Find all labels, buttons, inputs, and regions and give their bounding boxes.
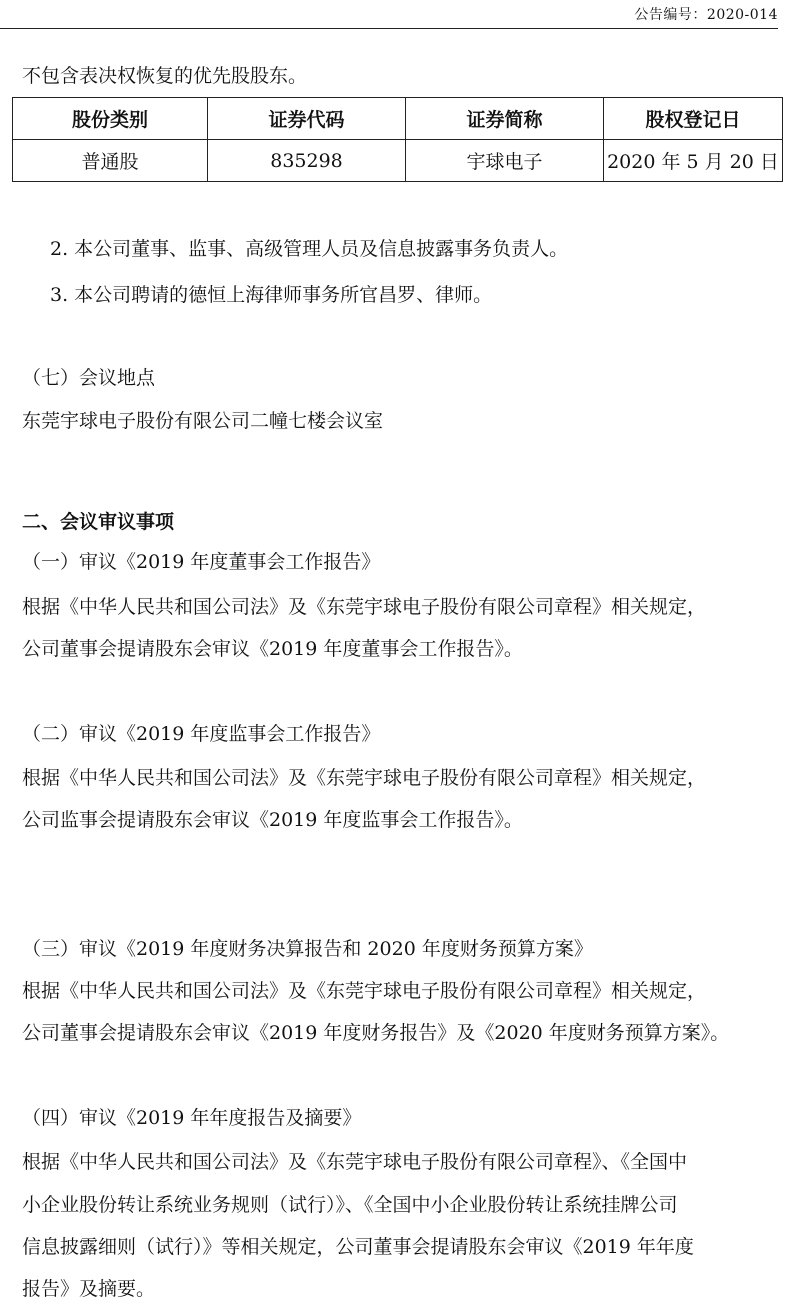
table-header-cell: 股份类别	[13, 98, 208, 140]
item-heading: （三）审议《2019 年度财务决算报告和 2020 年度财务预算方案》	[22, 938, 593, 960]
attendee-item: 3. 本公司聘请的德恒上海律师事务所官昌罗、律师。	[50, 284, 493, 306]
item-heading: （二）审议《2019 年度监事会工作报告》	[22, 723, 381, 745]
attendee-item: 2. 本公司董事、监事、高级管理人员及信息披露事务负责人。	[50, 238, 569, 260]
table-cell-record-date: 2020 年 5 月 20 日	[604, 140, 783, 182]
section-two-title: 二、会议审议事项	[22, 511, 175, 533]
table-cell-share-type: 普通股	[13, 140, 208, 182]
table-cell-security-code: 835298	[208, 140, 406, 182]
item-body-line: 公司监事会提请股东会审议《2019 年度监事会工作报告》。	[22, 809, 523, 831]
item-body-line: 报告》及摘要。	[22, 1278, 156, 1300]
item-body-line: 根据《中华人民共和国公司法》及《东莞宇球电子股份有限公司章程》相关规定，	[22, 980, 707, 1002]
item-body-line: 根据《中华人民共和国公司法》及《东莞宇球电子股份有限公司章程》相关规定，	[22, 767, 707, 789]
table-row	[13, 140, 783, 182]
page-header	[0, 0, 778, 29]
table-header-cell: 证券简称	[406, 98, 604, 140]
location-heading: （七）会议地点	[22, 367, 156, 389]
table-header-cell: 股权登记日	[604, 98, 783, 140]
table-header-row	[13, 98, 783, 140]
item-body-line: 根据《中华人民共和国公司法》及《东莞宇球电子股份有限公司章程》、《全国中	[22, 1151, 688, 1173]
announcement-number: 公告编号：2020-014	[634, 7, 778, 23]
table-header-cell: 证券代码	[208, 98, 406, 140]
item-heading: （一）审议《2019 年度董事会工作报告》	[22, 551, 381, 573]
intro-line: 不包含表决权恢复的优先股股东。	[22, 65, 308, 87]
registration-table	[12, 97, 783, 182]
item-body-line: 信息披露细则（试行）》等相关规定，公司董事会提请股东会审议《2019 年年度	[22, 1236, 694, 1258]
item-body-line: 小企业股份转让系统业务规则（试行）》、《全国中小企业股份转让系统挂牌公司	[22, 1194, 678, 1216]
item-body-line: 根据《中华人民共和国公司法》及《东莞宇球电子股份有限公司章程》相关规定，	[22, 596, 707, 618]
table-cell-security-name: 宇球电子	[406, 140, 604, 182]
item-body-line: 公司董事会提请股东会审议《2019 年度财务报告》及《2020 年度财务预算方案》。	[22, 1022, 730, 1044]
item-body-line: 公司董事会提请股东会审议《2019 年度董事会工作报告》。	[22, 638, 523, 660]
item-heading: （四）审议《2019 年年度报告及摘要》	[22, 1107, 362, 1129]
location-text: 东莞宇球电子股份有限公司二幢七楼会议室	[22, 410, 384, 432]
